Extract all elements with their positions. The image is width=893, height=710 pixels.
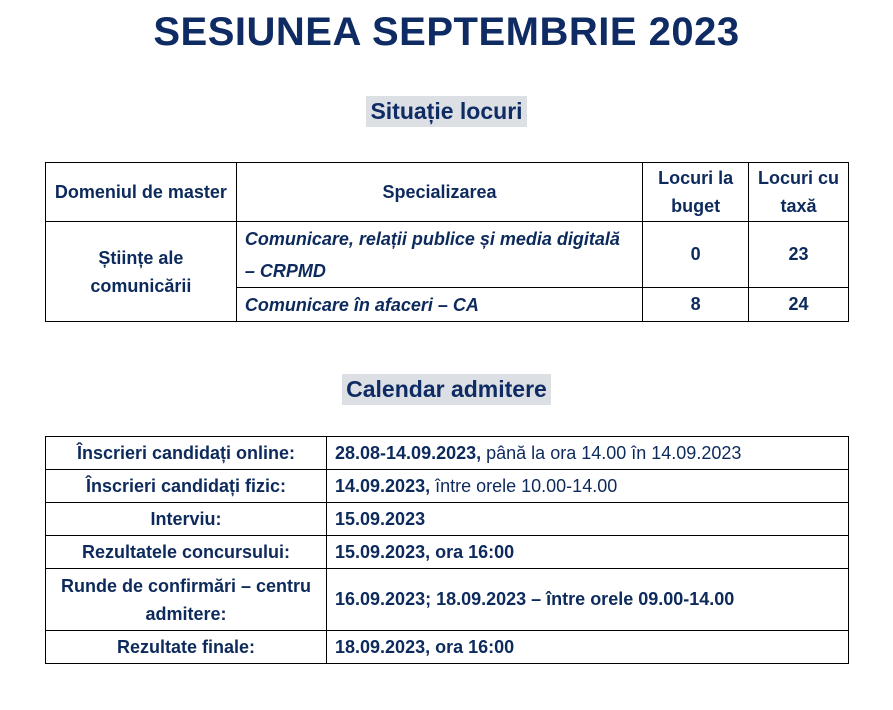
calendar-heading <box>0 374 893 405</box>
budget-cell: 8 <box>643 288 749 322</box>
calendar-value <box>327 503 849 536</box>
calendar-label: Rezultate finale: <box>46 631 327 664</box>
calendar-value <box>327 631 849 664</box>
table-row <box>46 536 849 569</box>
calendar-value-bold: 16.09.2023; 18.09.2023 – între orele 09.00-14.00 <box>335 589 735 609</box>
header-specialization: Specializarea <box>236 163 642 222</box>
header-domain: Domeniul de master <box>46 163 237 222</box>
page-title: SESIUNEA SEPTEMBRIE 2023 <box>153 10 740 54</box>
table-row <box>46 503 849 536</box>
calendar-heading-text: Calendar admitere <box>342 374 551 405</box>
calendar-value <box>327 470 849 503</box>
table-row <box>46 631 849 664</box>
calendar-value-bold: 15.09.2023, ora 16:00 <box>335 541 515 562</box>
table-row <box>46 222 849 288</box>
calendar-value-rest: între orele 10.00-14.00 <box>430 475 618 496</box>
places-heading-text: Situație locuri <box>366 96 526 127</box>
calendar-label: Runde de confirmări – centru admitere: <box>46 569 327 631</box>
places-heading <box>0 96 893 127</box>
calendar-value <box>327 536 849 569</box>
fee-cell: 23 <box>749 222 849 288</box>
specialization-cell: Comunicare în afaceri – CA <box>236 288 642 322</box>
fee-cell: 24 <box>749 288 849 322</box>
budget-cell: 0 <box>643 222 749 288</box>
domain-cell: Științe ale comunicării <box>46 222 237 322</box>
header-budget-places: Locuri la buget <box>643 163 749 222</box>
calendar-value-rest: până la ora 14.00 în 14.09.2023 <box>481 442 742 463</box>
calendar-label: Interviu: <box>46 503 327 536</box>
table-row <box>46 437 849 470</box>
calendar-label: Înscrieri candidați online: <box>46 437 327 470</box>
places-header-row <box>46 163 849 222</box>
table-row <box>46 569 849 631</box>
calendar-value-bold: 18.09.2023, ora 16:00 <box>335 636 515 657</box>
calendar-value-bold: 15.09.2023 <box>335 508 426 529</box>
header-fee-places: Locuri cu taxă <box>749 163 849 222</box>
calendar-label: Înscrieri candidați fizic: <box>46 470 327 503</box>
calendar-label: Rezultatele concursului: <box>46 536 327 569</box>
calendar-value-bold: 28.08-14.09.2023, <box>335 442 482 463</box>
specialization-cell: Comunicare, relații publice și media digitală – CRPMD <box>236 222 642 288</box>
calendar-value <box>327 569 849 631</box>
table-row <box>46 470 849 503</box>
calendar-value <box>327 437 849 470</box>
calendar-value-bold: 14.09.2023, <box>335 475 431 496</box>
calendar-table <box>45 436 849 664</box>
places-table <box>45 162 849 322</box>
